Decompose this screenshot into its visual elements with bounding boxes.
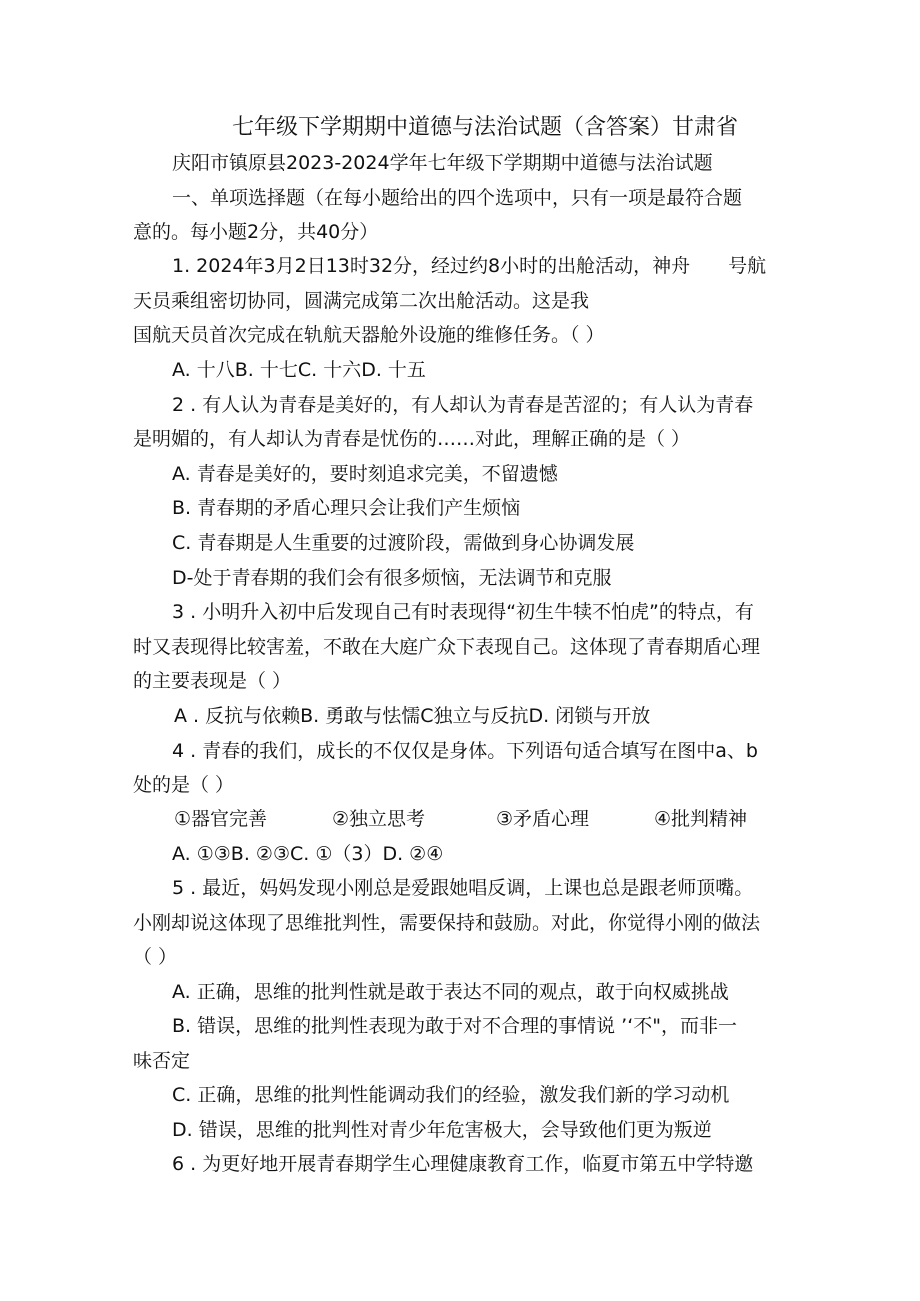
question-3-stem: 的主要表现是（ ） (133, 670, 292, 692)
section-heading-cont: 意的。每小题2分，共40分） (133, 221, 379, 243)
question-5-stem: 5 . 最近，妈妈发现小刚总是爱跟她唱反调，上课也总是跟老师顶嘴。 (172, 877, 754, 899)
document-title: 七年级下学期期中道德与法治试题（含答案）甘肃省 (232, 115, 739, 140)
question-5-option-b: B. 错误，思维的批判性表现为敢于对不合理的事情说 ’‘不"，而非一 (172, 1015, 737, 1037)
question-5-option-b-cont: 味否定 (133, 1050, 191, 1072)
question-4-stem: 4 . 青春的我们，成长的不仅仅是身体。下列语句适合填写在图中a、b (172, 740, 758, 762)
question-1-stem: 国航天员首次完成在轨航天器舱外设施的维修任务。（ ） (133, 324, 605, 346)
question-2-option-d: D-处于青春期的我们会有很多烦恼，无法调节和克服 (172, 567, 612, 589)
question-5-option-a: A. 正确，思维的批判性就是敢于表达不同的观点，敢于向权威挑战 (172, 981, 729, 1003)
question-5-option-c: C. 正确，思维的批判性能调动我们的经验，激发我们新的学习动机 (172, 1084, 730, 1106)
section-heading: 一、单项选择题（在每小题给出的四个选项中，只有一项是最符合题 (172, 187, 743, 209)
question-3-options: A . 反抗与依赖B. 勇敢与怯懦C独立与反抗D. 闭锁与开放 (174, 705, 651, 727)
question-1-options: A. 十八B. 十七C. 十六D. 十五 (172, 359, 426, 381)
question-6-stem: 6 . 为更好地开展青春期学生心理健康教育工作，临夏市第五中学特邀 (172, 1153, 754, 1175)
question-2-option-b: B. 青春期的矛盾心理只会让我们产生烦恼 (172, 497, 521, 519)
document-subtitle: 庆阳市镇原县2023-2024学年七年级下学期期中道德与法治试题 (172, 152, 713, 174)
question-5-option-d: D. 错误，思维的批判性对青少年危害极大，会导致他们更为叛逆 (172, 1119, 712, 1141)
question-1-stem: 1. 2024年3月2日13时32分，经过约8小时的出舱活动，神舟 号航 (172, 255, 767, 277)
question-2-stem: 是明媚的，有人却认为青春是忧伤的……对此，理解正确的是（ ） (133, 428, 691, 450)
question-2-option-a: A. 青春是美好的，要时刻追求完美，不留遗憾 (172, 463, 558, 485)
question-5-stem: 小刚却说这体现了思维批判性，需要保持和鼓励。对此，你觉得小刚的做法 (133, 912, 761, 934)
question-4-item-3: ③矛盾心理 (496, 808, 590, 830)
question-5-stem: （ ） (133, 946, 178, 968)
question-3-stem: 3 . 小明升入初中后发现自己有时表现得“初生牛犊不怕虎”的特点，有 (172, 601, 754, 623)
question-4-options: A. ①③B. ②③C. ①（3）D. ②④ (172, 843, 444, 865)
question-4-item-4: ④批判精神 (654, 808, 748, 830)
question-4-stem: 处的是（ ） (133, 774, 235, 796)
question-1-stem: 天员乘组密切协同，圆满完成第二次出舱活动。这是我 (133, 290, 590, 312)
question-3-stem: 时又表现得比较害羞，不敢在大庭广众下表现自己。这体现了青春期盾心理 (133, 636, 761, 658)
question-2-option-c: C. 青春期是人生重要的过渡阶段，需做到身心协调发展 (172, 532, 635, 554)
question-4-item-1: ①器官完善 (174, 808, 268, 830)
question-2-stem: 2 . 有人认为青春是美好的，有人却认为青春是苦涩的；有人认为青春 (172, 394, 754, 416)
question-4-item-2: ②独立思考 (332, 808, 426, 830)
